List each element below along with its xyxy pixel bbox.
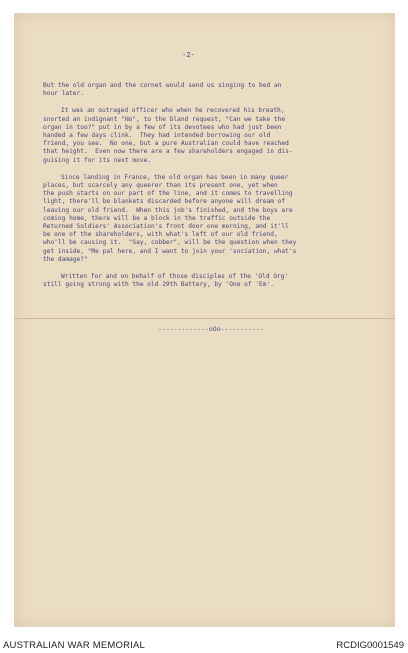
record-id: RCDIG0001549 bbox=[336, 640, 404, 651]
document-body bbox=[43, 82, 379, 298]
text-line: Written for and on behalf of those disciples of the 'Old Org' bbox=[61, 273, 289, 281]
text-line: friend, you see. No one, but a pure Australian could have reached bbox=[43, 140, 289, 148]
text-line: It was an outraged officer who when he recovered his breath, bbox=[61, 107, 285, 115]
page-number: -2- bbox=[182, 50, 195, 59]
text-line: leaving our old friend. When this job's finished, and the boys are bbox=[43, 206, 293, 214]
text-line: that height. Even now there are a few shareholders engaged in dis- bbox=[43, 148, 293, 156]
text-line: guising it for its next move. bbox=[43, 156, 152, 164]
text-line: coming home, there will be a block in the traffic outside the bbox=[43, 214, 271, 222]
text-line: Returned Soldiers' Association's front door one morning, and it'll bbox=[43, 223, 289, 231]
text-line: But the old organ and the cornet would send us singing to bed an bbox=[43, 82, 282, 89]
paragraph-1 bbox=[43, 82, 379, 98]
text-line: places, but scarcely any queerer than its present one, yet when bbox=[43, 182, 278, 190]
institution-label: AUSTRALIAN WAR MEMORIAL bbox=[3, 640, 146, 651]
text-line: still going strong with the old 29th Battery, by 'One of 'Em'. bbox=[43, 281, 274, 289]
text-line: light, there'll be blankets discarded before anyone will dream of bbox=[43, 198, 286, 206]
text-line: the damage?" bbox=[43, 255, 88, 263]
paragraph-4 bbox=[43, 273, 379, 289]
text-line: Since landing in France, the old organ has been in many queer bbox=[61, 173, 289, 181]
text-line: get inside, "Me pal here, and I want to join your 'sociation, what's bbox=[43, 247, 297, 255]
section-divider: -------------oOo----------- bbox=[158, 325, 264, 333]
text-line: be one of the shareholders, with what's left of our old friend, bbox=[43, 231, 278, 239]
text-line: handed a few days clink. They had intended borrowing our old bbox=[43, 132, 271, 140]
page-fold-line bbox=[14, 318, 395, 319]
text-line: hour later. bbox=[43, 90, 84, 98]
text-line: snorted an indignant "No", to the bland request, "Can we take the bbox=[43, 115, 286, 123]
paragraph-3 bbox=[43, 174, 379, 264]
text-line: who'll be causing it. "Say, cobber", will be the question when they bbox=[43, 239, 297, 247]
paragraph-2 bbox=[43, 107, 379, 164]
text-line: the push starts on our part of the line, and it comes to travelling bbox=[43, 190, 293, 198]
text-line: organ in too?" put in by a few of its devotees who had just been bbox=[43, 123, 282, 131]
